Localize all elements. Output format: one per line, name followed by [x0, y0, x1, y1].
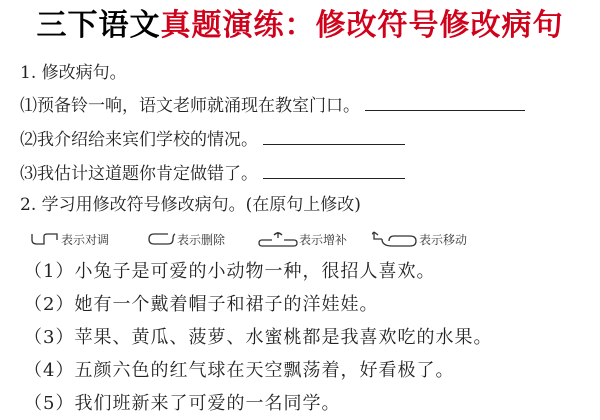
- legend-item-delete: [146, 228, 225, 250]
- swap-mark-icon: [30, 231, 60, 247]
- sentence-2: （2）她有一个戴着帽子和裙子的洋娃娃。: [24, 294, 379, 315]
- question-1-item-3-text: ⑶我估计这道题你肯定做错了。: [20, 164, 258, 184]
- insert-mark-icon: [258, 230, 298, 248]
- question-1-item-3: [20, 162, 405, 185]
- sentence-4: （4）五颜六色的红气球在天空飘荡着，好看极了。: [24, 360, 455, 381]
- page-title: [0, 0, 600, 44]
- question-1-item-2: [20, 128, 405, 151]
- question-1-heading: 1. 修改病句。: [20, 63, 127, 83]
- legend-item-swap: [30, 228, 109, 250]
- question-1-item-1-text: ⑴预备铃一响，语文老师就涌现在教室门口。: [20, 96, 360, 116]
- delete-mark-icon: [146, 231, 176, 247]
- question-1-item-1: [20, 94, 525, 117]
- title-topic: 真题演练：修改符号修改病句: [160, 8, 564, 43]
- answer-blank-1[interactable]: [365, 94, 525, 111]
- title-grade-subject: 三下语文: [36, 8, 161, 43]
- legend-label-swap: 表示对调: [61, 232, 110, 247]
- legend-label-delete: 表示删除: [177, 232, 226, 247]
- answer-blank-2[interactable]: [263, 128, 405, 145]
- question-2-heading: 2. 学习用修改符号修改病句。(在原句上修改): [20, 195, 361, 215]
- legend-label-move: 表示移动: [419, 232, 468, 247]
- answer-blank-3[interactable]: [263, 162, 405, 179]
- question-1-item-2-text: ⑵我介绍给来宾们学校的情况。: [20, 130, 258, 150]
- legend-label-insert: 表示增补: [299, 232, 348, 247]
- sentence-1: （1）小兔子是可爱的小动物一种，很招人喜欢。: [24, 261, 436, 282]
- move-mark-icon: [372, 230, 418, 248]
- legend-item-insert: [258, 228, 347, 250]
- sentence-3: （3）苹果、黄瓜、菠萝、水蜜桃都是我喜欢吃的水果。: [24, 327, 493, 348]
- sentence-5: （5）我们班新来了可爱的一名同学。: [24, 393, 341, 414]
- legend-item-move: [372, 228, 467, 250]
